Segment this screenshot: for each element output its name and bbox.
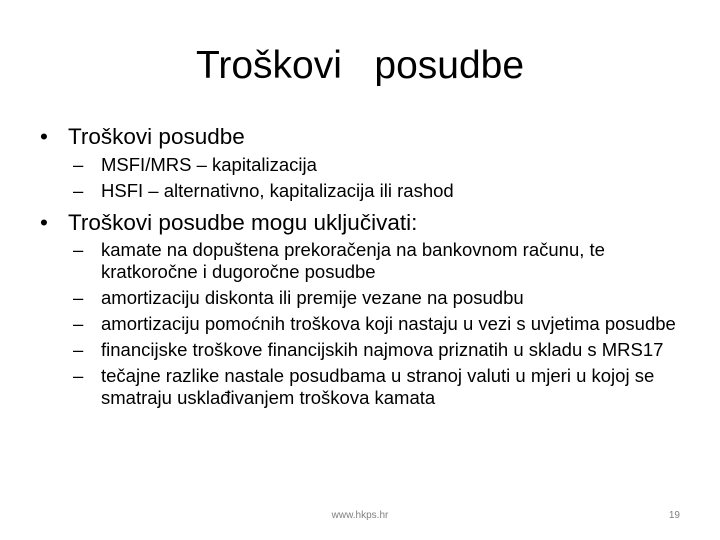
sub-bullet-text: MSFI/MRS – kapitalizacija xyxy=(101,154,317,175)
page-number: 19 xyxy=(668,510,680,521)
sub-bullet-list xyxy=(40,239,690,409)
dash-symbol: – xyxy=(73,287,84,308)
dash-symbol: – xyxy=(73,154,84,175)
bullet-text: Troškovi posudbe mogu uključivati: xyxy=(68,210,418,235)
bullet-item xyxy=(40,210,690,236)
dash-symbol: – xyxy=(73,239,84,260)
sub-bullet-text: kamate na dopuštena prekoračenja na bankovnom računu, te kratkoročne i dugoročne posudbe xyxy=(101,239,605,282)
dash-symbol: – xyxy=(73,339,84,360)
dash-symbol: – xyxy=(73,313,84,334)
sub-bullet-item xyxy=(73,339,690,361)
dash-symbol: – xyxy=(73,179,84,201)
sub-bullet-item xyxy=(73,153,690,177)
slide-content xyxy=(40,124,690,413)
sub-bullet-list xyxy=(40,153,690,202)
bullet-text: Troškovi posudbe xyxy=(68,124,245,149)
sub-bullet-item xyxy=(73,239,690,283)
bullet-item xyxy=(40,124,690,150)
footer-url: www.hkps.hr xyxy=(331,510,389,521)
bullet-symbol: • xyxy=(40,124,48,149)
sub-bullet-item xyxy=(73,179,690,203)
sub-bullet-text: tečajne razlike nastale posudbama u stranoj valuti u mjeri u kojoj se smatraju usklađivanjem troškova kamata xyxy=(101,365,655,408)
sub-bullet-text: amortizaciju pomoćnih troškova koji nastaju u vezi s uvjetima posudbe xyxy=(101,313,676,334)
sub-bullet-text: financijske troškove financijskih najmova priznatih u skladu s MRS17 xyxy=(101,339,664,360)
sub-bullet-item xyxy=(73,365,690,409)
sub-bullet-text: HSFI – alternativno, kapitalizacija ili rashod xyxy=(101,179,454,201)
dash-symbol: – xyxy=(73,365,84,386)
bullet-symbol: • xyxy=(40,210,48,235)
sub-bullet-text: amortizaciju diskonta ili premije vezane na posudbu xyxy=(101,287,524,308)
slide-title: Troškovi posudbe xyxy=(195,44,525,87)
sub-bullet-item xyxy=(73,287,690,309)
sub-bullet-item xyxy=(73,313,690,335)
